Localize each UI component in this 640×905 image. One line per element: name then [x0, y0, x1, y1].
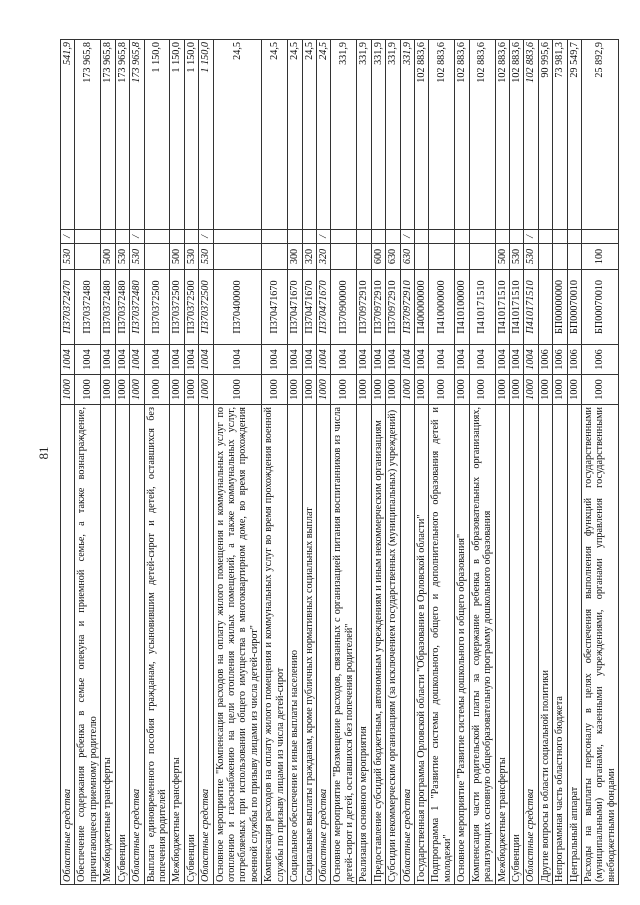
row-section: 1000	[130, 375, 144, 405]
table-row	[144, 40, 170, 885]
row-subsection: 1004	[429, 345, 455, 375]
row-target-item: П370400000	[213, 270, 262, 345]
row-target-item: П400000000	[414, 270, 428, 345]
row-expense-type: 600	[371, 244, 385, 270]
row-expense-type: 530	[199, 244, 213, 270]
row-subsection: 1004	[495, 345, 509, 375]
row-target-item: П370471670	[317, 270, 331, 345]
table-row	[469, 40, 495, 885]
table-row	[582, 40, 619, 885]
row-subsection: 1004	[386, 345, 400, 375]
row-target-item	[538, 270, 552, 345]
row-subsection: 1004	[331, 345, 357, 375]
row-expense-type	[213, 244, 262, 270]
table-row	[115, 40, 129, 885]
row-expense-type: 530	[524, 244, 538, 270]
row-subsection: 1004	[101, 345, 115, 375]
row-amount: 331,9	[371, 40, 385, 230]
row-amount: 24,5	[317, 40, 331, 230]
row-name: Государственная программа Орловской области "Образование в Орловской области"	[414, 405, 428, 885]
row-section: 1000	[357, 375, 371, 405]
row-target-item: П370372480	[115, 270, 129, 345]
row-amount: 29 549,7	[567, 40, 581, 230]
row-name: Компенсация расходов на оплату жилого помещения и коммунальных услуг во время прохождения военной службы по призыву лицами из числа детей-сирот	[262, 405, 288, 885]
row-section: 1000	[495, 375, 509, 405]
row-expense-type: 320	[302, 244, 316, 270]
table-row	[331, 40, 357, 885]
row-name: Областные средства	[317, 405, 331, 885]
row-mark	[509, 230, 523, 244]
row-target-item: П370900000	[331, 270, 357, 345]
row-expense-type: 100	[582, 244, 619, 270]
table-row	[288, 40, 302, 885]
row-mark	[538, 230, 552, 244]
row-name: Выплата единовременного пособия гражданам, усыновившим детей-сирот и детей, оставшихся без попечения родителей	[144, 405, 170, 885]
row-section: 1000	[144, 375, 170, 405]
row-name: Непрограммная часть областного бюджета	[553, 405, 567, 885]
row-expense-type	[357, 244, 371, 270]
row-mark: /	[400, 230, 414, 244]
table-row	[61, 40, 75, 885]
row-section: 1000	[317, 375, 331, 405]
row-section: 1000	[170, 375, 184, 405]
table-row	[524, 40, 538, 885]
row-target-item: П370972910	[400, 270, 414, 345]
row-expense-type	[144, 244, 170, 270]
page-number: 81	[36, 446, 51, 460]
row-amount: 173 965,8	[75, 40, 101, 230]
table-row	[509, 40, 523, 885]
table-row	[213, 40, 262, 885]
row-target-item: П370372480	[101, 270, 115, 345]
row-mark	[469, 230, 495, 244]
row-mark	[371, 230, 385, 244]
row-subsection: 1004	[469, 345, 495, 375]
row-amount: 1 150,0	[144, 40, 170, 230]
row-mark: /	[61, 230, 75, 244]
row-section: 1000	[371, 375, 385, 405]
row-mark	[495, 230, 509, 244]
table-row	[371, 40, 385, 885]
row-subsection: 1004	[288, 345, 302, 375]
row-expense-type: 500	[170, 244, 184, 270]
row-mark	[170, 230, 184, 244]
row-target-item: БП00070010	[582, 270, 619, 345]
row-amount: 102 883,6	[524, 40, 538, 230]
row-amount: 173 965,8	[101, 40, 115, 230]
row-target-item: П370471670	[262, 270, 288, 345]
row-mark	[115, 230, 129, 244]
row-subsection: 1004	[414, 345, 428, 375]
row-name: Субвенции	[115, 405, 129, 885]
row-name: Областные средства	[130, 405, 144, 885]
row-subsection: 1004	[199, 345, 213, 375]
row-target-item: П370372480	[130, 270, 144, 345]
row-mark	[101, 230, 115, 244]
row-subsection: 1004	[115, 345, 129, 375]
row-subsection: 1004	[357, 345, 371, 375]
row-amount: 102 883,6	[469, 40, 495, 230]
row-section: 1000	[400, 375, 414, 405]
row-target-item: П410171510	[524, 270, 538, 345]
row-amount: 102 883,6	[429, 40, 455, 230]
row-mark: /	[199, 230, 213, 244]
row-name: Реализация основного мероприятия	[357, 405, 371, 885]
table-row	[184, 40, 198, 885]
row-amount: 173 965,8	[130, 40, 144, 230]
row-subsection: 1004	[61, 345, 75, 375]
row-section: 1000	[414, 375, 428, 405]
row-amount: 24,5	[302, 40, 316, 230]
row-name: Другие вопросы в области социальной политики	[538, 405, 552, 885]
row-section: 1000	[262, 375, 288, 405]
row-name: Субвенции	[509, 405, 523, 885]
row-expense-type: 530	[61, 244, 75, 270]
row-name: Расходы на выплаты персоналу в целях обеспечения выполнения функций государственными (муниципальными) органами, казенными учреждениями, органами управления государственными внебюджетными фондами	[582, 405, 619, 885]
row-name: Социальное обеспечение и иные выплаты населению	[288, 405, 302, 885]
row-expense-type	[567, 244, 581, 270]
row-mark	[414, 230, 428, 244]
row-section: 1000	[75, 375, 101, 405]
row-mark	[288, 230, 302, 244]
row-section: 1000	[101, 375, 115, 405]
row-name: Подпрограмма 1 "Развитие системы дошкольного, общего и дополнительного образования детей и молодежи"	[429, 405, 455, 885]
row-section: 1000	[288, 375, 302, 405]
row-target-item: БП00070010	[567, 270, 581, 345]
row-section: 1000	[582, 375, 619, 405]
row-amount: 331,9	[386, 40, 400, 230]
row-subsection: 1004	[400, 345, 414, 375]
row-section: 1000	[455, 375, 469, 405]
row-expense-type: 500	[495, 244, 509, 270]
row-mark	[386, 230, 400, 244]
row-expense-type	[75, 244, 101, 270]
row-subsection: 1004	[184, 345, 198, 375]
row-name: Межбюджетные трансферты	[170, 405, 184, 885]
row-name: Основное мероприятие "Компенсация расходов на оплату жилого помещения и коммунальных услуг по отоплению и газоснабжению на цели отопления жилых помещений, а также коммунальных услуг, потребляемых при использовании общего имущества в многоквартирном доме, во время прохождения военной службы по призыву лицами из числа детей-сирот"	[213, 405, 262, 885]
row-name: Предоставление субсидий бюджетным, автономным учреждениям и иным некоммерческим организациям	[371, 405, 385, 885]
row-subsection: 1004	[455, 345, 469, 375]
row-section: 1000	[213, 375, 262, 405]
row-subsection: 1004	[317, 345, 331, 375]
row-target-item: П370372500	[170, 270, 184, 345]
row-target-item: П410171510	[469, 270, 495, 345]
row-section: 1000	[331, 375, 357, 405]
row-amount: 102 883,6	[414, 40, 428, 230]
row-mark	[213, 230, 262, 244]
row-target-item: П370372500	[199, 270, 213, 345]
row-amount: 102 883,6	[495, 40, 509, 230]
row-section: 1000	[524, 375, 538, 405]
row-amount: 541,9	[61, 40, 75, 230]
row-subsection: 1006	[553, 345, 567, 375]
row-subsection: 1004	[75, 345, 101, 375]
table-row	[302, 40, 316, 885]
row-amount: 1 150,0	[170, 40, 184, 230]
row-target-item: П410171510	[495, 270, 509, 345]
row-amount: 331,9	[400, 40, 414, 230]
row-target-item: П370972910	[386, 270, 400, 345]
row-subsection: 1006	[582, 345, 619, 375]
row-mark	[582, 230, 619, 244]
row-subsection: 1004	[170, 345, 184, 375]
row-target-item: П370372480	[75, 270, 101, 345]
rotated-page	[60, 40, 617, 885]
row-subsection: 1004	[302, 345, 316, 375]
row-mark: /	[130, 230, 144, 244]
row-name: Субсидии некоммерческим организациям (за исключением государственных (муниципальных) учреждений)	[386, 405, 400, 885]
row-target-item: П370372500	[144, 270, 170, 345]
row-mark	[455, 230, 469, 244]
row-amount: 173 965,8	[115, 40, 129, 230]
row-name: Основное мероприятие "Развитие системы дошкольного и общего образования"	[455, 405, 469, 885]
row-expense-type	[429, 244, 455, 270]
row-mark	[302, 230, 316, 244]
row-target-item: П370972910	[371, 270, 385, 345]
table-row	[495, 40, 509, 885]
row-expense-type	[469, 244, 495, 270]
table-row	[170, 40, 184, 885]
row-expense-type	[331, 244, 357, 270]
row-subsection: 1004	[213, 345, 262, 375]
row-name: Областные средства	[524, 405, 538, 885]
row-mark: /	[524, 230, 538, 244]
row-expense-type: 500	[101, 244, 115, 270]
row-amount: 1 150,0	[199, 40, 213, 230]
row-name: Обеспечение содержания ребенка в семье опекуна и приемной семье, а также вознаграждение, причитающееся приемному родителю	[75, 405, 101, 885]
row-subsection: 1004	[130, 345, 144, 375]
row-name: Областные средства	[400, 405, 414, 885]
row-mark	[144, 230, 170, 244]
row-amount: 24,5	[213, 40, 262, 230]
row-target-item: П410100000	[455, 270, 469, 345]
row-amount: 25 892,9	[582, 40, 619, 230]
table-row	[538, 40, 552, 885]
row-mark	[567, 230, 581, 244]
row-expense-type	[414, 244, 428, 270]
row-mark	[357, 230, 371, 244]
row-expense-type: 630	[386, 244, 400, 270]
row-expense-type: 630	[400, 244, 414, 270]
row-name: Областные средства	[199, 405, 213, 885]
row-section: 1000	[509, 375, 523, 405]
row-mark	[262, 230, 288, 244]
row-section: 1000	[115, 375, 129, 405]
row-name: Межбюджетные трансферты	[101, 405, 115, 885]
row-subsection: 1004	[509, 345, 523, 375]
table-row	[357, 40, 371, 885]
row-target-item: П370471670	[302, 270, 316, 345]
row-mark	[184, 230, 198, 244]
row-name: Центральный аппарат	[567, 405, 581, 885]
row-expense-type	[262, 244, 288, 270]
row-subsection: 1004	[371, 345, 385, 375]
row-section: 1000	[302, 375, 316, 405]
row-expense-type	[538, 244, 552, 270]
row-name: Компенсация части родительской платы за содержание ребенка в образовательных организациях, реализующих основную общеобразовательную программу дошкольного образования	[469, 405, 495, 885]
row-expense-type: 300	[288, 244, 302, 270]
table-row	[199, 40, 213, 885]
row-amount: 24,5	[262, 40, 288, 230]
row-target-item: П370471670	[288, 270, 302, 345]
table-row	[386, 40, 400, 885]
table-row	[400, 40, 414, 885]
row-amount: 331,9	[357, 40, 371, 230]
row-amount: 73 981,3	[553, 40, 567, 230]
row-amount: 90 995,6	[538, 40, 552, 230]
row-section: 1000	[538, 375, 552, 405]
row-amount: 24,5	[288, 40, 302, 230]
table-row	[429, 40, 455, 885]
row-section: 1000	[386, 375, 400, 405]
row-name: Субвенции	[184, 405, 198, 885]
row-target-item: П370372500	[184, 270, 198, 345]
row-amount: 102 883,6	[509, 40, 523, 230]
row-subsection: 1006	[567, 345, 581, 375]
row-mark	[429, 230, 455, 244]
row-subsection: 1004	[524, 345, 538, 375]
row-subsection: 1006	[538, 345, 552, 375]
table-row	[317, 40, 331, 885]
row-amount: 1 150,0	[184, 40, 198, 230]
row-name: Межбюджетные трансферты	[495, 405, 509, 885]
row-expense-type: 320	[317, 244, 331, 270]
table-row	[75, 40, 101, 885]
row-name: Социальные выплаты гражданам, кроме публичных нормативных социальных выплат	[302, 405, 316, 885]
row-section: 1000	[184, 375, 198, 405]
row-section: 1000	[567, 375, 581, 405]
row-mark	[331, 230, 357, 244]
table-row	[101, 40, 115, 885]
row-target-item: БП00000000	[553, 270, 567, 345]
row-expense-type: 530	[184, 244, 198, 270]
table-row	[455, 40, 469, 885]
row-mark	[75, 230, 101, 244]
table-body	[61, 40, 619, 885]
row-name: Основное мероприятие "Возмещение расходов, связанных с организацией питания воспитанников из числа детей-сирот и детей, оставшихся без попечения родителей"	[331, 405, 357, 885]
row-target-item: П410171510	[509, 270, 523, 345]
row-amount: 331,9	[331, 40, 357, 230]
row-expense-type	[455, 244, 469, 270]
row-section: 1000	[469, 375, 495, 405]
row-section: 1000	[199, 375, 213, 405]
row-subsection: 1004	[144, 345, 170, 375]
row-mark	[553, 230, 567, 244]
row-subsection: 1004	[262, 345, 288, 375]
row-section: 1000	[553, 375, 567, 405]
row-expense-type	[553, 244, 567, 270]
row-amount: 102 883,6	[455, 40, 469, 230]
table-row	[553, 40, 567, 885]
row-expense-type: 530	[509, 244, 523, 270]
row-expense-type: 530	[115, 244, 129, 270]
row-section: 1000	[429, 375, 455, 405]
row-section: 1000	[61, 375, 75, 405]
row-target-item: П410000000	[429, 270, 455, 345]
table-row	[262, 40, 288, 885]
row-expense-type: 530	[130, 244, 144, 270]
budget-table	[60, 39, 619, 885]
row-target-item: П370372470	[61, 270, 75, 345]
row-mark: /	[317, 230, 331, 244]
table-row	[414, 40, 428, 885]
row-name: Областные средства	[61, 405, 75, 885]
row-target-item: П370972910	[357, 270, 371, 345]
table-row	[567, 40, 581, 885]
table-row	[130, 40, 144, 885]
